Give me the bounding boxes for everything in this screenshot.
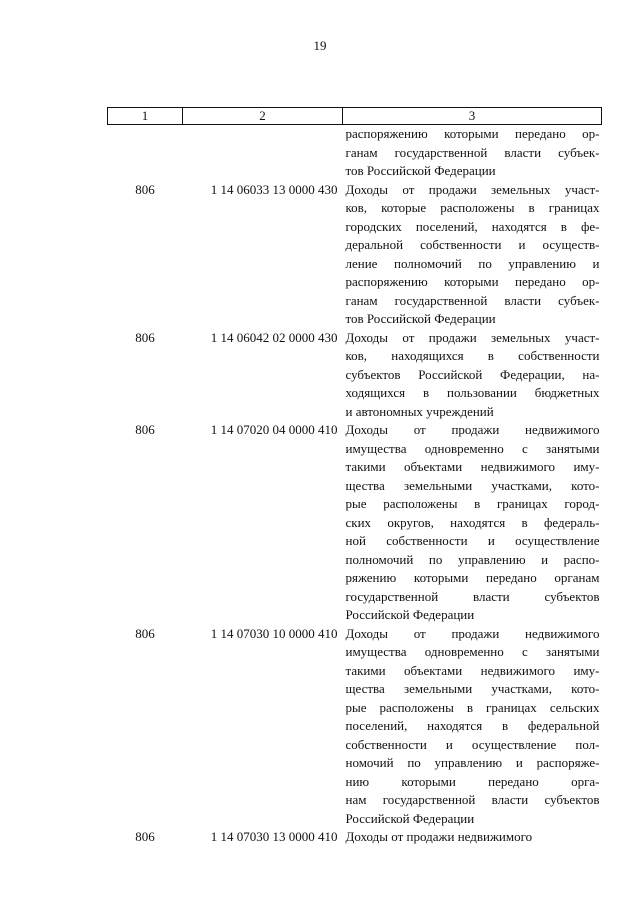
description-line: Российской Федерации [345, 810, 475, 826]
description-line: Доходы от продажи недвижимого [345, 829, 533, 844]
description-line: щества земельными участками, кото- [345, 681, 600, 696]
description-line: и автономных учреждений [345, 403, 494, 419]
description-line: ной собственности и осуществление [345, 533, 600, 548]
description-line: ков, которые расположены в границах [345, 200, 600, 215]
description-cell [343, 421, 602, 625]
description-line: государственной власти субъектов [345, 588, 600, 604]
description-line: тов Российской Федерации [345, 311, 496, 326]
description-line: городских поселений, находятся в фе- [345, 218, 600, 234]
description-line: ходящихся в пользовании бюджетных [345, 385, 600, 400]
budget-code-cell: 1 14 07020 04 0000 410 [210, 422, 338, 437]
admin-code-cell: 806 [135, 625, 155, 641]
description-line: Доходы от продажи земельных участ- [345, 181, 600, 197]
description-line: такими объектами недвижимого иму- [345, 459, 600, 474]
description-line: Доходы от продажи недвижимого [345, 625, 600, 641]
budget-code-cell: 1 14 07030 10 0000 410 [210, 625, 338, 641]
description-line: деральной собственности и осуществ- [345, 237, 600, 252]
table-row [108, 125, 602, 181]
admin-code-cell: 806 [135, 181, 155, 197]
description-cell [343, 329, 602, 422]
description-line: рые расположены в границах город- [345, 496, 600, 511]
description-line: ских округов, находятся в федераль- [345, 514, 600, 530]
description-line: такими объектами недвижимого иму- [345, 662, 600, 678]
budget-code-cell: 1 14 07030 13 0000 410 [210, 829, 338, 844]
description-line: тов Российской Федерации [345, 163, 496, 178]
table-row [108, 181, 602, 329]
page-number: 19 [313, 38, 327, 53]
description-line: имущества одновременно с занятыми [345, 440, 600, 456]
budget-code-cell: 1 14 06033 13 0000 430 [210, 181, 338, 197]
budget-code-cell: 1 14 06042 02 0000 430 [210, 329, 338, 345]
table-row [108, 421, 602, 625]
header-col-2: 2 [183, 108, 343, 125]
budget-code-cell [183, 125, 343, 181]
table-row [108, 329, 602, 422]
description-cell [343, 181, 602, 329]
admin-code-cell: 806 [135, 422, 155, 437]
description-line: ление полномочий по управлению и [345, 255, 600, 271]
table-row [108, 828, 602, 847]
description-line: щества земельными участками, кото- [345, 477, 600, 493]
header-col-1: 1 [108, 108, 183, 125]
description-line: ряжению которыми передано органам [345, 570, 600, 585]
description-cell [343, 828, 602, 847]
income-codes-table [107, 107, 602, 847]
description-line: распоряжению которыми передано ор- [345, 126, 600, 141]
description-line: нам государственной власти субъектов [345, 792, 600, 807]
admin-code-cell [108, 125, 183, 181]
description-line: ганам государственной власти субъек- [345, 292, 600, 308]
description-line: рые расположены в границах сельских [345, 699, 600, 715]
description-cell [343, 625, 602, 829]
description-line: Российской Федерации [345, 607, 475, 622]
description-line: имущества одновременно с занятыми [345, 644, 600, 659]
header-col-3: 3 [343, 108, 602, 125]
description-cell [343, 125, 602, 181]
description-line: ганам государственной власти субъек- [345, 144, 600, 160]
table-row [108, 625, 602, 829]
table-header-row [108, 108, 602, 125]
admin-code-cell: 806 [135, 829, 155, 844]
description-line: полномочий по управлению и распо- [345, 551, 600, 567]
description-line: поселений, находятся в федеральной [345, 718, 600, 733]
description-line: Доходы от продажи земельных участ- [345, 329, 600, 345]
table-body [108, 125, 602, 847]
description-line: Доходы от продажи недвижимого [345, 422, 600, 437]
description-line: номочий по управлению и распоряже- [345, 755, 600, 770]
description-line: субъектов Российской Федерации, на- [345, 366, 600, 382]
description-line: ков, находящихся в собственности [345, 348, 600, 363]
description-line: собственности и осуществление пол- [345, 736, 600, 752]
description-line: нию которыми передано орга- [345, 773, 600, 789]
description-line: распоряжению которыми передано ор- [345, 274, 600, 289]
admin-code-cell: 806 [135, 329, 155, 345]
